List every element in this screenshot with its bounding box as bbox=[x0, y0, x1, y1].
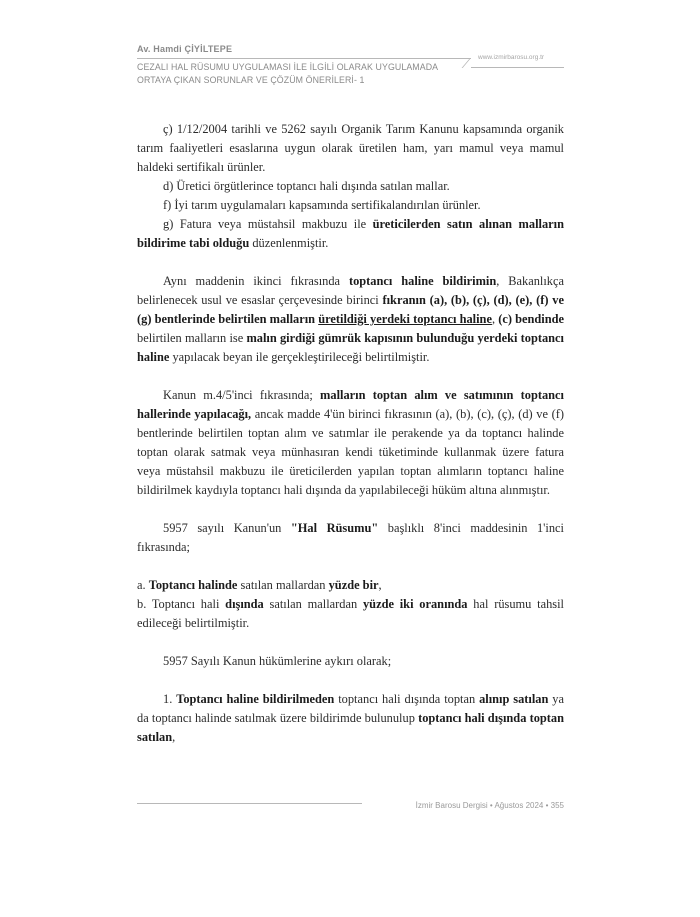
list-item-b: b. Toptancı hali dışında satılan mallardan yüzde iki oranında hal rüsumu tahsil edileceği belirtilmiştir. bbox=[137, 597, 564, 630]
footer-date: Ağustos 2024 bbox=[494, 801, 544, 810]
article-body bbox=[137, 120, 564, 747]
footer-journal: İzmir Barosu Dergisi bbox=[415, 801, 488, 810]
paragraph-f: f) İyi tarım uygulamaları kapsamında sertifikalandırılan ürünler. bbox=[163, 198, 481, 212]
footer-separator: • bbox=[543, 801, 551, 810]
header-author: Av. Hamdi ÇİYİLTEPE bbox=[137, 44, 233, 54]
paragraph-second-clause: Aynı maddenin ikinci fıkrasında toptancı haline bildirimin, Bakanlıkça belirlenecek usul ve esaslar çerçevesinde birinci fıkranın (a), (b), (ç), (d), (e), (f) ve (g) bentlerinde belirtilen malların üretildiği yerdeki toptancı haline, (c) bendinde belirtilen malların ise malın girdiği gümrük kapısının bulunduğu yerdeki toptancı haline yapılacak beyan ile gerçekleştirileceği belirtilmiştir. bbox=[137, 274, 564, 364]
paragraph-g: g) Fatura veya müstahsil makbuzu ile üreticilerden satın alınan malların bildirime tabi olduğu düzenlenmiştir. bbox=[137, 217, 564, 250]
paragraph-hal-rusumu: 5957 sayılı Kanun'un "Hal Rüsumu" başlıklı 8'inci maddesinin 1'inci fıkrasında; bbox=[137, 521, 564, 554]
footer-divider bbox=[137, 803, 362, 804]
paragraph-contrary: 5957 Sayılı Kanun hükümlerine aykırı olarak; bbox=[163, 654, 392, 668]
page-number: 355 bbox=[550, 801, 564, 810]
paragraph-c-cedilla: ç) 1/12/2004 tarihli ve 5262 sayılı Organik Tarım Kanunu kapsamında organik tarım faaliyetleri esaslarına uygun olarak üretilen ham, yarı mamul veya mamul haldeki sertifikalı ürünler. bbox=[137, 122, 564, 174]
footer-info bbox=[371, 801, 564, 810]
paragraph-article-4-5: Kanun m.4/5'inci fıkrasında; malların toptan alım ve satımının toptancı hallerinde yapılacağı, ancak madde 4'ün birinci fıkrasının (a), (b), (c), (ç), (d) ve (f) bentlerinde belirtilen toptan alım ve satımlar ile perakende ya da toptancı halinde toptan olarak satmak veya münhasıran kendi tüketiminde kullanmak üzere fatura veya müstahsil makbuzu ile üreticilerden yapılan toptan alımların toptancı haline bildirilmek kaydıyla toptancı hali dışında da yapılabileceği hüküm altına alınmıştır. bbox=[137, 388, 564, 497]
header-website: www.izmirbarosu.org.tr bbox=[478, 54, 545, 61]
footer-separator: • bbox=[487, 801, 495, 810]
header-article-title: CEZALI HAL RÜSUMU UYGULAMASI İLE İLGİLİ OLARAK UYGULAMADA ORTAYA ÇIKAN SORUNLAR VE ÇÖZÜM ÖNERİLERİ- 1 bbox=[137, 62, 438, 85]
header-divider bbox=[137, 58, 471, 59]
paragraph-d: d) Üretici örgütlerince toptancı hali dışında satılan mallar. bbox=[163, 179, 450, 193]
list-item-a: a. Toptancı halinde satılan mallardan yüzde bir, bbox=[137, 578, 382, 592]
header-divider-right bbox=[471, 67, 564, 68]
list-item-1: 1. Toptancı haline bildirilmeden toptancı hali dışında toptan alınıp satılan ya da toptancı halinde satılmak üzere bildirimde bulunulup toptancı hali dışında toptan satılan, bbox=[137, 692, 565, 744]
